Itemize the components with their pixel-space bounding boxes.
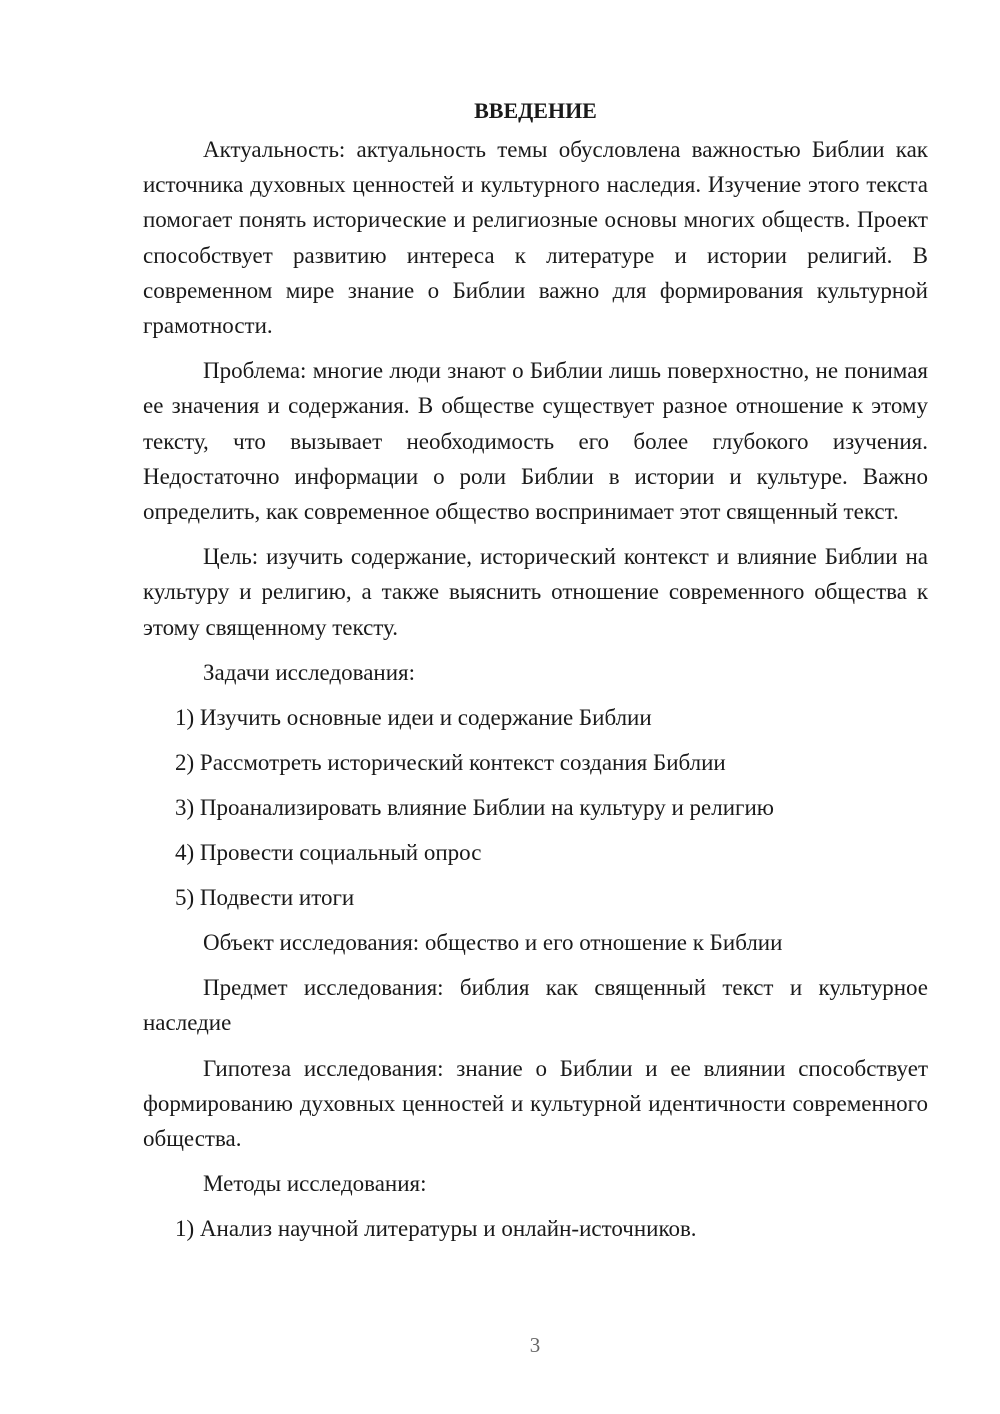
list-item: 1) Изучить основные идеи и содержание Библии [175,705,652,731]
goal-paragraph: Цель: изучить содержание, исторический контекст и влияние Библии на культуру и религию, а также выяснить отношение современного общества к этому священному тексту. [143,544,928,640]
tasks-heading: Задачи исследования: [203,659,416,685]
list-item: 5) Подвести итоги [175,885,355,911]
page-number: 3 [529,1333,541,1357]
list-item: 3) Проанализировать влияние Библии на культуру и религию [175,795,774,821]
methods-list [143,1211,928,1246]
list-item: 4) Провести социальный опрос [175,840,482,866]
relevance-paragraph: Актуальность: актуальность темы обусловлена важностью Библии как источника духовных ценностей и культурного наследия. Изучение этого текста помогает понять исторические и религиозные основы многих обществ. Проект способствует развитию интереса к литературе и истории религий. В современном мире знание о Библии важно для формирования культурной грамотности. [143,137,928,339]
hypothesis-paragraph: Гипотеза исследования: знание о Библии и ее влиянии способствует формированию духовных ценностей и культурной идентичности современного общества. [143,1055,928,1152]
problem-paragraph: Проблема: многие люди знают о Библии лишь поверхностно, не понимая ее значения и содержания. В обществе существует разное отношение к этому тексту, что вызывает необходимость его более глубокого изучения. Недостаточно информации о роли Библии в истории и культуре. Важно определить, как современное общество воспринимает этот священный текст. [143,358,928,525]
page-content [143,96,928,1246]
methods-heading: Методы исследования: [203,1171,427,1197]
list-item: 2) Рассмотреть исторический контекст создания Библии [175,750,726,776]
list-item: 1) Анализ научной литературы и онлайн-источников. [175,1216,697,1242]
subject-paragraph: Предмет исследования: библия как священный текст и культурное наследие [143,975,928,1036]
tasks-list [143,700,928,915]
section-title: ВВЕДЕНИЕ [474,98,597,123]
object-paragraph: Объект исследования: общество и его отношение к Библии [203,930,783,956]
